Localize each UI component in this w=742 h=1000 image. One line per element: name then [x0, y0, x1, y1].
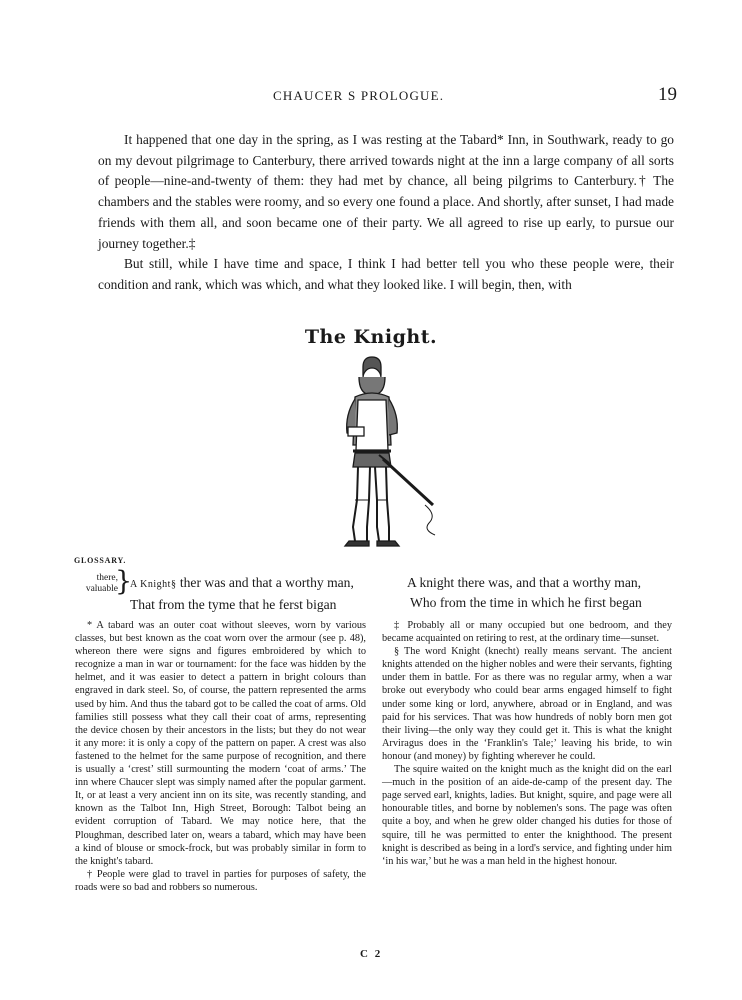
verse-line [130, 573, 395, 595]
glossary-label: GLOSSARY. [74, 556, 127, 565]
verse-modern [407, 573, 672, 613]
footnote: * A tabard was an outer coat without sleeves, worn by various classes, but best known as the coat worn over the armour (see p. 48), whereon there were signs and figures embroidered by which to recognize a man in war or tournament: for the face was hidden by the helmet, and it was easier to detect a pattern in bright colours than engraved in dark steel. So, of course, the pattern represented the arms used by him. And thus the tabard got to be called the coat of arms. Old families still possess what they call their coat of arms, representing the device chosen by their ancestors in the lists; but they do not wear it any more: it is only a copy of the pattern on paper. A crest was also fastened to the helmet for the same purpose of recognition, and there is usually a ‘crest’ still surmounting the modern ‘coat of arms.’ The inn where Chaucer slept was simply named after the popular garment. It, or at least a very ancient inn on its site, was recently standing, and known as the Talbot Inn, High Street, Borough: Talbot being an evident corruption of Tabard. We may notice here, that the Ploughman, described later on, wears a tabard, which may have been a kind of blouse or smock-frock, but was probably similar in form to the knight's tabard. [75, 620, 366, 867]
footnotes-right-column [382, 619, 672, 868]
page-number: 19 [658, 84, 677, 105]
glossary-term: there, [96, 573, 118, 583]
knight-illustration-icon [325, 355, 445, 560]
glossary-terms [78, 573, 118, 595]
footnote: ‡ Probably all or many occupied but one bedroom, and they became acquainted on retiring to rest, at the ordinary time—sunset. [382, 620, 672, 645]
section-title: The Knight. [304, 326, 438, 348]
body-paragraph: It happened that one day in the spring, as I was resting at the Tabard* Inn, in Southwark, ready to go on my devout pilgrimage to Canterbury, there arrived towards night at the inn a large company of all sorts of people—nine-and-twenty of them: they had met by chance, all being pilgrims to Canterbury.† The chambers and the stables were roomy, and so every one found a place. And shortly, after sunset, I had made friends with them all, and soon became one of their party. We all agreed to rise up early, to pursue our journey together.‡ [98, 132, 674, 251]
signature-mark: C 2 [360, 948, 383, 960]
verse-smallcaps: A Knight§ [130, 579, 177, 590]
body-paragraph: But still, while I have time and space, I think I had better tell you who these people were, their condition and rank, which was which, and what they looked like. I will begin, then, with [98, 256, 674, 292]
verse-line: Who from the time in which he first began [410, 595, 642, 610]
verse-line: That from the tyme that he ferst bigan [130, 597, 337, 612]
footnote: The squire waited on the knight much as the knight did on the earl—much in the position of an aide-de-camp of the present day. The page served earl, knights, ladies. But knight, squire, and page were all honourable titles, and borne by noblemen's sons. The page was often quite a boy, and when he grew older changed his duties for those of squire, till he was permitted to enter the knighthood. The present knight is described as being in a lord's service, and fighting under him ‘in his war,’ but he was a man held in the highest honour. [382, 764, 672, 867]
verse-original [130, 573, 395, 615]
verse-line-rest: ther was and that a worthy man, [176, 575, 354, 590]
body-text [98, 130, 674, 296]
footnote: § The word Knight (knecht) really means servant. The ancient knights attended on the higher nobles and were their servants, fighting under them in battle. For as there was no regular army, when a war broke out everybody who could bear arms engaged himself to fight under some king or lord, anywhere, abroad or in England, and was paid for his services. That was how hundreds of nobly born men got their living—the only way they could get it. This is what the knight Arviragus does in the ‘Franklin's Tale;’ leaving his bride, to win honour (and money) by fighting wherever he could. [382, 646, 672, 762]
glossary-term: valuable [85, 584, 118, 594]
page-header [0, 86, 742, 110]
footnote: † People were glad to travel in parties for purposes of safety, the roads were so bad and robbers so numerous. [75, 868, 366, 893]
footnotes-left-column [75, 619, 366, 894]
glossary-brace-icon: } [115, 566, 133, 597]
running-title: CHAUCER S PROLOGUE. [273, 88, 445, 103]
verse-line: A knight there was, and that a worthy man, [407, 575, 642, 590]
